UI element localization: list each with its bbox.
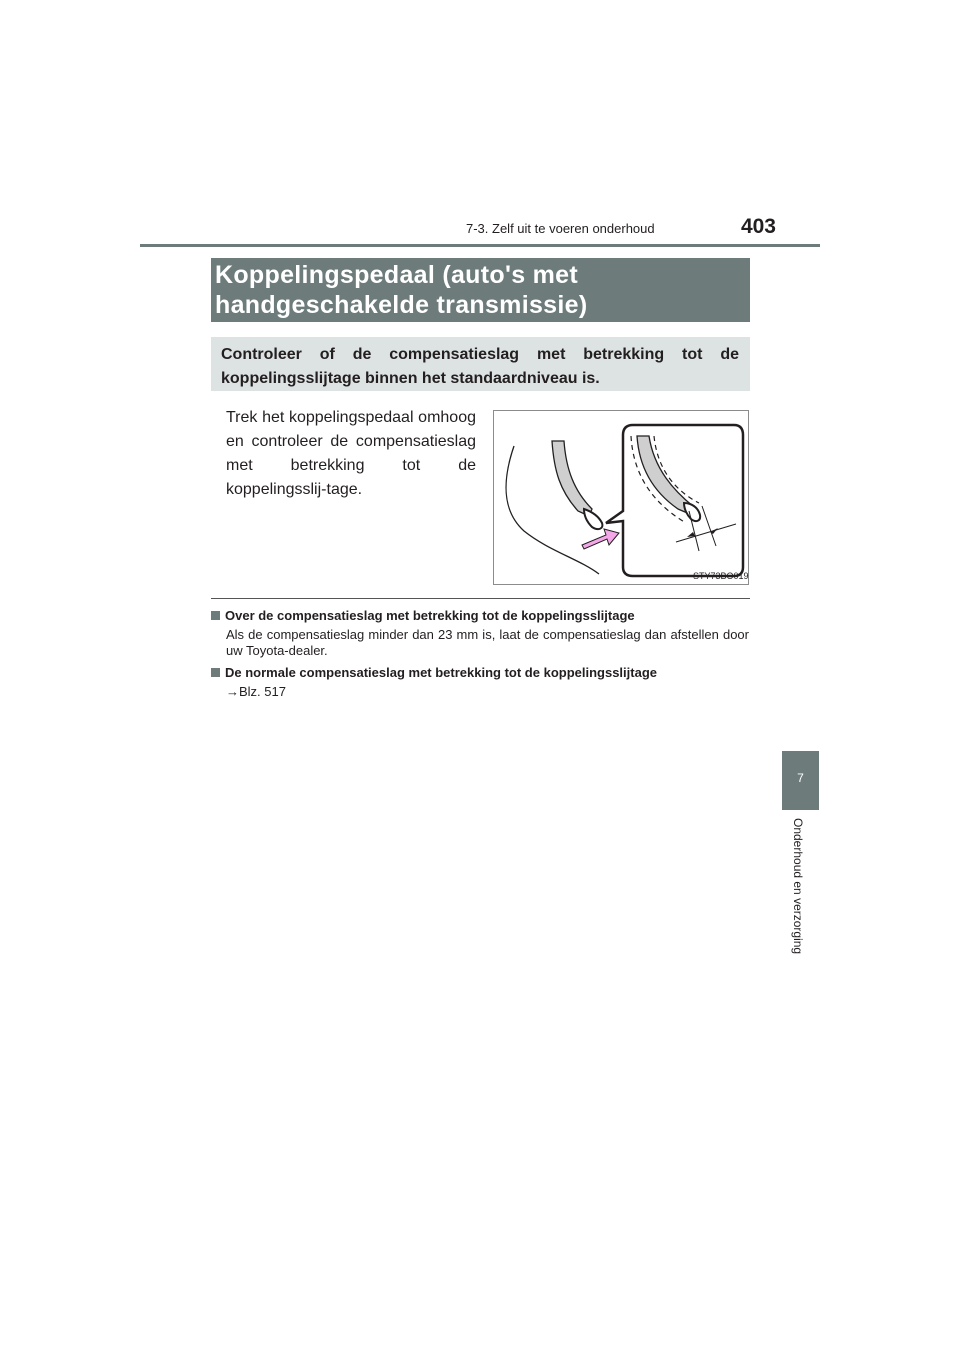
page-reference-link[interactable]: →Blz. 517 [226, 684, 286, 699]
square-bullet-icon [211, 668, 220, 677]
note-text: Als de compensatieslag minder dan 23 mm is, laat de compensatieslag dan afstellen door uw Toyota-dealer. [226, 627, 749, 658]
page-number: 403 [740, 215, 776, 238]
page-title-line-1: Koppelingspedaal (auto's met [215, 261, 579, 289]
chapter-number: 7 [797, 771, 804, 785]
chapter-title: Onderhoud en verzorging [791, 818, 805, 955]
section-title: 7-3. Zelf uit te voeren onderhoud [466, 221, 655, 236]
notes-divider [211, 598, 750, 599]
page-title [215, 260, 745, 320]
figure-code: STY73BO019 [693, 571, 749, 581]
step-text: Trek het koppelingspedaal omhoog en controleer de compensatieslag met betrekking tot de koppelingsslij-tage. [226, 409, 476, 498]
square-bullet-icon [211, 611, 220, 620]
clutch-pedal-drawing [494, 411, 748, 584]
intro-text: Controleer of de compensatieslag met betrekking tot de koppelingsslijtage binnen het standaardniveau is. [221, 346, 739, 387]
clutch-pedal-illustration [493, 410, 749, 585]
note-heading: De normale compensatieslag met betrekking tot de koppelingsslijtage [211, 665, 750, 680]
page-title-line-2: handgeschakelde transmissie) [215, 291, 588, 319]
header-rule [140, 244, 820, 247]
note-heading: Over de compensatieslag met betrekking tot de koppelingsslijtage [211, 608, 750, 623]
